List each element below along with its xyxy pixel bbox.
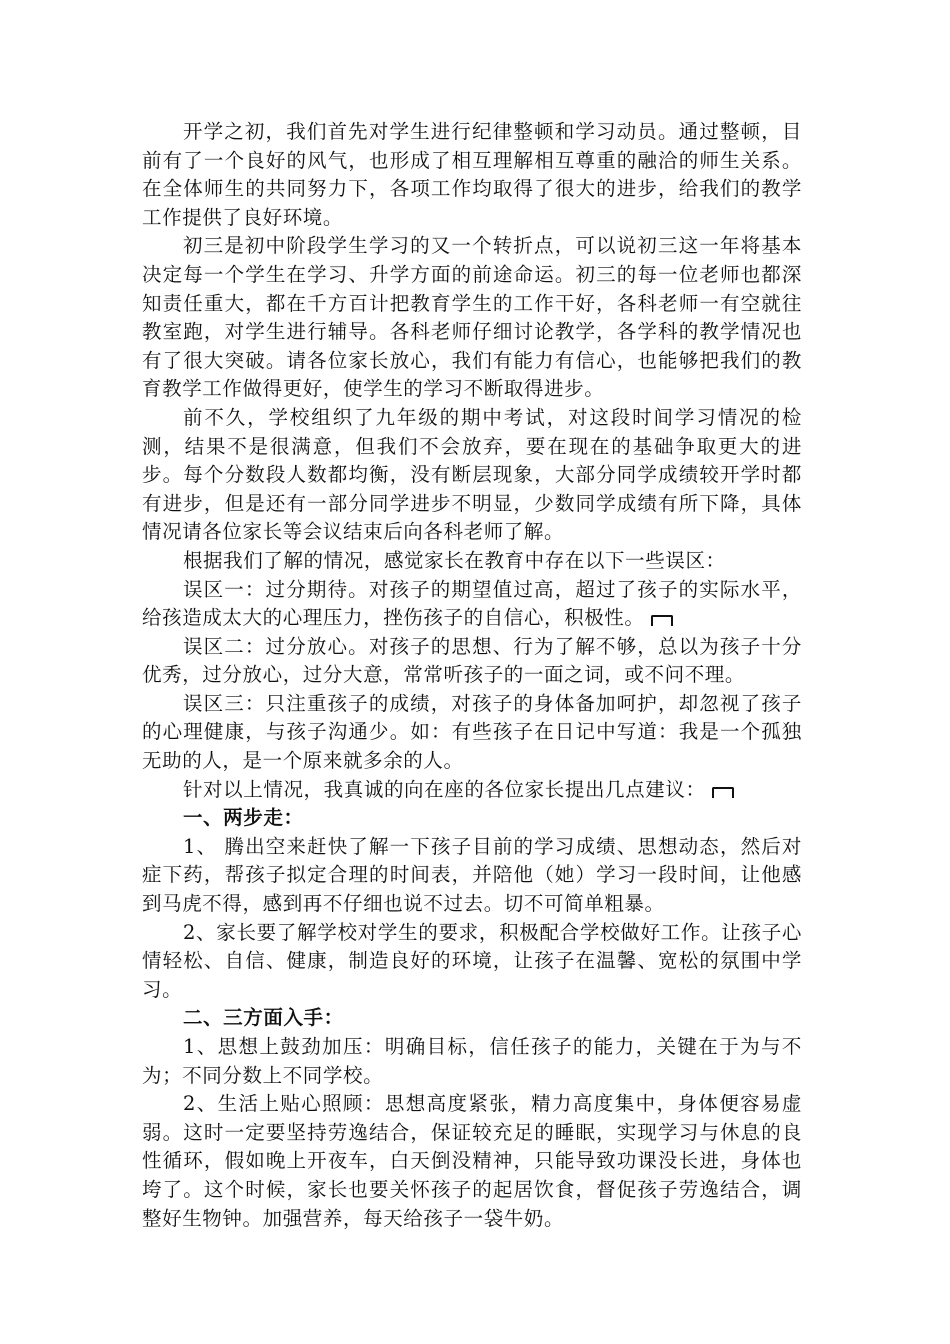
paragraph: 2、生活上贴心照顾：思想高度紧张，精力高度集中，身体便容易虚弱。这时一定要坚持劳逸结合，保证较充足的睡眠，实现学习与休息的良性循环，假如晚上开夜车，白天倒没精神，只能导致功课没长进，身体也垮了。这个时候，家长也要关怀孩子的起居饮食，督促孩子劳逸结合，调整好生物钟。加强营养，每天给孩子一袋牛奶。 (142, 1092, 802, 1230)
section-heading: 二、三方面入手： (182, 1006, 344, 1030)
paragraph: 初三是初中阶段学生学习的又一个转折点，可以说初三这一年将基本决定每一个学生在学习、升学方面的前途命运。初三的每一位老师也都深知责任重大，都在千方百计把教育学生的工作干好，各科老师一有空就往教室跑，对学生进行辅导。各科老师仔细讨论教学，各学科的教学情况也有了很大突破。请各位家长放心，我们有能力有信心，也能够把我们的教育教学工作做得更好，使学生的学习不断取得进步。 (142, 234, 802, 401)
paragraph: 前不久，学校组织了九年级的期中考试，对这段时间学习情况的检测，结果不是很满意，但我们不会放弃，要在现在的基础争取更大的进步。每个分数段人数都均衡，没有断层现象，大部分同学成绩较开学时都有进步，但是还有一部分同学进步不明显，少数同学成绩有所下降，具体情况请各位家长等会议结束后向各科老师了解。 (142, 405, 802, 544)
paragraph: 根据我们了解的情况，感觉家长在教育中存在以下一些误区： (182, 548, 726, 572)
paragraph: 1、 腾出空来赶快了解一下孩子目前的学习成绩、思想动态，然后对症下药，帮孩子拟定合理的时间表，并陪他（她）学习一段时间，让他感到马虎不得，感到再不仔细也说不过去。切不可简单粗暴。 (142, 834, 802, 916)
paragraph (142, 576, 802, 633)
paragraph-text: 针对以上情况，我真诚的向在座的各位家长提出几点建议： (182, 777, 706, 801)
paragraph: 误区二：过分放心。对孩子的思想、行为了解不够，总以为孩子十分优秀，过分放心，过分大意，常常听孩子的一面之词，或不问不理。 (142, 634, 802, 687)
paragraph: 开学之初，我们首先对学生进行纪律整顿和学习动员。通过整顿，目前有了一个良好的风气，也形成了相互理解相互尊重的融洽的师生关系。在全体师生的共同努力下，各项工作均取得了很大的进步，给我们的教学工作提供了良好环境。 (142, 120, 802, 229)
paragraph-text: 误区一：过分期待。对孩子的期望值过高，超过了孩子的实际水平，给孩造成太大的心理压力，挫伤孩子的自信心，积极性。 (142, 577, 802, 630)
paragraph: 误区三：只注重孩子的成绩，对孩子的身体备加呵护，却忽视了孩子的心理健康，与孩子沟通少。如：有些孩子在日记中写道：我是一个孤独无助的人，是一个原来就多余的人。 (142, 691, 802, 773)
section-heading: 一、两步走： (182, 806, 304, 830)
paragraph: 2、家长要了解学校对学生的要求，积极配合学校做好工作。让孩子心情轻松、自信、健康，制造良好的环境，让孩子在温馨、宽松的氛围中学习。 (142, 920, 802, 1001)
paragraph (142, 776, 802, 805)
paragraph: 1、思想上鼓劲加压：明确目标，信任孩子的能力，关键在于为与不为；不同分数上不同学校。 (142, 1035, 802, 1087)
bracket-mark-icon (651, 615, 673, 626)
document-body (142, 118, 802, 1233)
bracket-mark-icon (712, 787, 734, 798)
